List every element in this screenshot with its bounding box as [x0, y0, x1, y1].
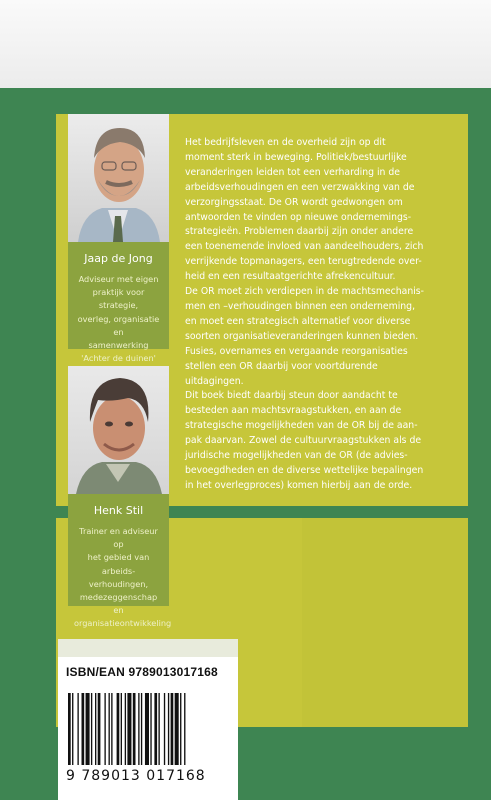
barcode-bar [95, 693, 96, 765]
barcode-bar [171, 693, 174, 765]
blurb-line: moment sterk in beweging. Politiek/bestuurlijke [185, 151, 407, 163]
blurb-line: heid en een resultaatgerichte afrekencultuur. [185, 271, 396, 283]
author-photo-henk [68, 366, 169, 494]
barcode-bar [82, 693, 85, 765]
barcode-bar [104, 693, 105, 765]
barcode-bar [150, 693, 151, 765]
blurb-line: en moet een strategisch alternatief voor diverse [185, 315, 411, 327]
blurb-line: veranderingen leiden tot een verharding in de [185, 166, 401, 178]
blurb-line: strategieën. Problemen daarbij zijn onder andere [185, 226, 414, 238]
barcode-bar [164, 693, 165, 765]
barcode-bar [158, 693, 159, 765]
barcode-bar [175, 693, 179, 765]
barcode-bar [180, 693, 181, 765]
bio-line: verhoudingen, [88, 578, 149, 589]
bio-line: organisatieontwikkeling [74, 618, 172, 629]
blurb-line: soorten organisatieveranderingen kunnen bieden. [185, 330, 419, 342]
blurb-line: strategische mogelijkheden van de OR bij de aan- [185, 420, 418, 432]
barcode-number: 9 789013 017168 [66, 768, 206, 784]
barcode-bar [121, 693, 122, 765]
bio-line: 'Achter de duinen' [81, 353, 156, 364]
bio-line: overleg, organisatie en [77, 313, 160, 337]
author-name: Jaap de Jong [84, 252, 153, 265]
barcode-bar [141, 693, 142, 765]
blurb-line: een toenemende invloed van aandeelhouders, zich [185, 241, 424, 253]
barcode-bar [68, 693, 71, 765]
blurb-line: arbeidsverhoudingen en een verzwakking van de [185, 181, 415, 193]
barcode-bar [138, 693, 139, 765]
green-band-right [468, 88, 491, 800]
barcode-bar [91, 693, 92, 765]
barcode-bar [184, 693, 185, 765]
barcode-bar [111, 693, 112, 765]
blurb-line: in het overlegproces) komen hierbij aan de orde. [185, 479, 413, 491]
barcode-bar [125, 693, 126, 765]
bio-line: Adviseur met eigen [78, 274, 159, 284]
barcode-bar [133, 693, 136, 765]
sticker-edge [58, 639, 238, 657]
blurb-line: antwoorden te vinden op nieuwe ondernemings- [185, 211, 412, 223]
barcode-bar [86, 693, 90, 765]
blurb-line: stellen een OR daarbij voor voortdurende [185, 360, 378, 372]
author-bio [68, 525, 172, 631]
green-band-left [0, 88, 56, 800]
yellow-panel-lower [302, 518, 468, 727]
blurb-line: Fusies, overnames en vergaande reorganisaties [185, 345, 408, 357]
blurb-line: Het bedrijfsleven en de overheid zijn op dit [185, 137, 386, 148]
book-blurb [185, 136, 470, 494]
bio-line: praktijk voor strategie, [92, 287, 145, 311]
blurb-line: uitdagingen. [185, 375, 244, 387]
barcode [66, 693, 230, 765]
blurb-line: verzorgingsstaat. De OR wordt gedwongen om [185, 196, 403, 208]
blurb-line: bevoegdheden en de diverse wettelijke bepalingen [185, 464, 424, 476]
barcode-bar [145, 693, 149, 765]
barcode-bar [168, 693, 169, 765]
author-bio [68, 273, 169, 365]
top-margin [0, 0, 491, 88]
barcode-bar [77, 693, 78, 765]
bio-line: samenwerking [88, 340, 149, 351]
barcode-bar [109, 693, 110, 765]
author-info-henk [68, 494, 172, 629]
barcode-sticker [58, 687, 238, 800]
author-name: Henk Stil [93, 504, 144, 517]
green-band-top [0, 88, 491, 114]
barcode-bar [127, 693, 131, 765]
blurb-line: besteden aan machtsvraagstukken, en aan de [185, 405, 402, 417]
blurb-line: juridische mogelijkheden van de OR (de advies- [185, 450, 408, 462]
bio-line: medezeggenschap en [79, 592, 158, 616]
blurb-line: De OR moet zich verdiepen in de machtsmechanis- [185, 286, 425, 298]
bio-line: Trainer en adviseur op [79, 526, 158, 550]
author-photo-jaap [68, 114, 169, 242]
blurb-line: Dit boek biedt daarbij steun door aandacht te [185, 390, 398, 402]
barcode-bar [98, 693, 101, 765]
isbn-text: ISBN/EAN 9789013017168 [66, 665, 218, 679]
blurb-line: men en –verhoudingen binnen een onderneming, [185, 300, 416, 312]
barcode-bar [72, 693, 73, 765]
blurb-line: pak daarvan. Zowel de cultuurvraagstukken als de [185, 435, 422, 447]
blurb-line: verrijkende topmanagers, een terugtredende over- [185, 256, 422, 268]
barcode-bar [117, 693, 120, 765]
author-info-jaap [68, 242, 169, 364]
isbn-label [58, 657, 238, 687]
barcode-bar [154, 693, 157, 765]
bio-line: het gebied van arbeids- [87, 552, 150, 576]
